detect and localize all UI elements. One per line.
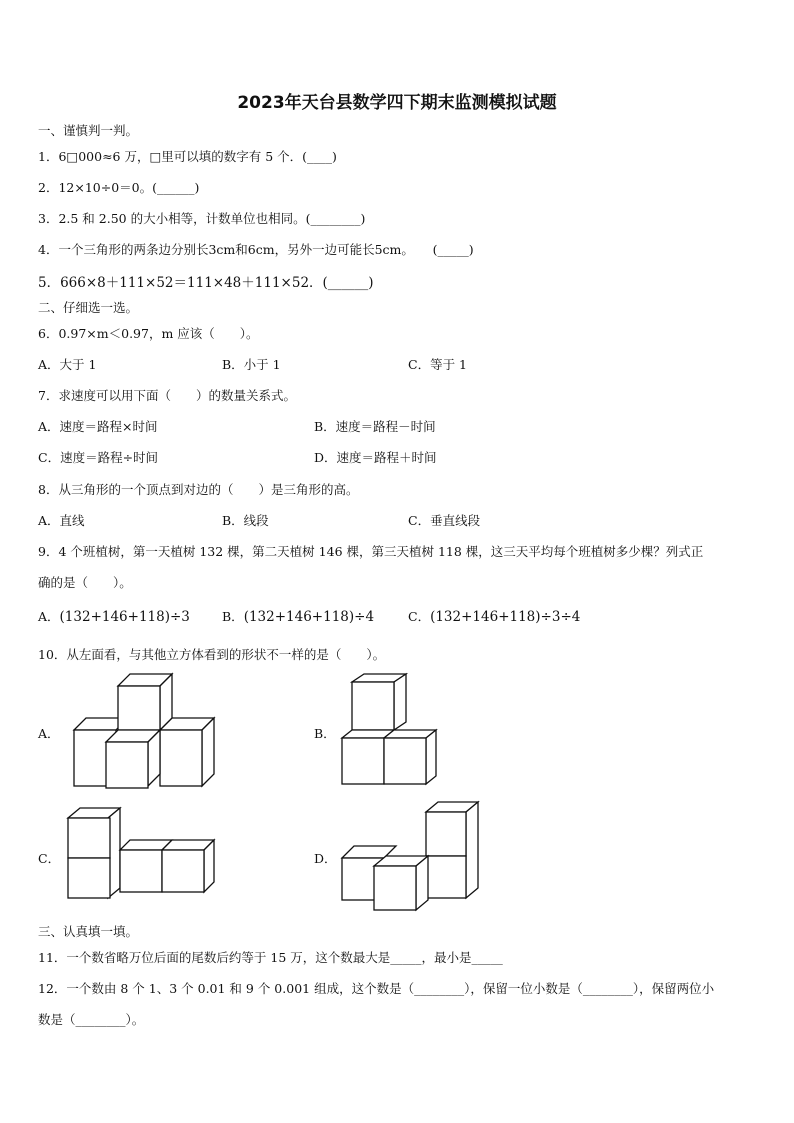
q8-option-a: A．直线 <box>38 513 85 528</box>
question-1: 1．6□000≈6 万，□里可以填的数字有 5 个．(____) <box>38 149 337 164</box>
question-9-line1: 9．4 个班植树，第一天植树 132 棵，第二天植树 146 棵，第三天植树 118 棵，这三天平均每个班植树多少棵？列式正 <box>38 544 704 559</box>
question-8: 8．从三角形的一个顶点到对边的（ ）是三角形的高。 <box>38 482 359 497</box>
q6-option-c: C．等于 1 <box>408 357 467 372</box>
q8-option-c: C．垂直线段 <box>408 513 481 528</box>
q7-option-d: D．速度＝路程＋时间 <box>314 450 437 465</box>
section3-heading: 三、认真填一填。 <box>38 924 139 939</box>
question-2: 2．12×10÷0＝0。(______) <box>38 180 200 195</box>
q6-option-b: B．小于 1 <box>222 357 281 372</box>
q10-option-b-label: B． <box>314 726 336 741</box>
q9-option-b-letter: B． <box>222 609 244 624</box>
q10-figure-a <box>72 672 222 792</box>
question-6: 6．0.97×m＜0.97，m 应该（ ）。 <box>38 326 259 341</box>
q9-option-c <box>408 607 580 625</box>
q10-figure-c <box>66 806 218 906</box>
q7-option-a: A．速度＝路程×时间 <box>38 419 158 434</box>
question-3: 3．2.5 和 2.50 的大小相等，计数单位也相同。(________) <box>38 211 366 226</box>
q8-option-b: B．线段 <box>222 513 269 528</box>
q10-option-a-label: A． <box>38 726 60 741</box>
q10-option-c-label: C． <box>38 851 61 866</box>
question-5: 5．666×8＋111×52＝111×48＋111×52．(______) <box>38 275 374 291</box>
section1-heading: 一、谨慎判一判。 <box>38 123 139 138</box>
question-11: 11．一个数省略万位后面的尾数后约等于 15 万，这个数最大是_____，最小是_____ <box>38 950 503 965</box>
q7-option-c: C．速度＝路程÷时间 <box>38 450 159 465</box>
q6-option-a: A．大于 1 <box>38 357 97 372</box>
page-title: 2023年天台县数学四下期末监测模拟试题 <box>237 93 557 113</box>
q10-figure-d <box>340 800 484 914</box>
section2-heading: 二、仔细选一选。 <box>38 300 139 315</box>
question-4: 4．一个三角形的两条边分别长3cm和6cm，另外一边可能长5cm。 (_____) <box>38 242 474 257</box>
q9-option-c-expr: (132+146+118)÷3÷4 <box>430 609 581 625</box>
q7-option-b: B．速度＝路程－时间 <box>314 419 436 434</box>
q9-option-a <box>38 607 190 625</box>
question-7: 7．求速度可以用下面（ ）的数量关系式。 <box>38 388 296 403</box>
q9-option-b-expr: (132+146+118)÷4 <box>243 609 375 625</box>
q9-option-b <box>222 607 374 625</box>
question-12-line2: 数是（________）。 <box>38 1012 145 1027</box>
question-9-line2: 确的是（ ）。 <box>38 575 132 590</box>
q9-option-a-expr: (132+146+118)÷3 <box>59 609 190 625</box>
q10-option-d-label: D． <box>314 851 337 866</box>
question-12-line1: 12．一个数由 8 个 1、3 个 0.01 和 9 个 0.001 组成，这个数是（________），保留一位小数是（________），保留两位小 <box>38 981 715 996</box>
q10-figure-b <box>340 672 450 792</box>
question-10: 10．从左面看，与其他立方体看到的形状不一样的是（ ）。 <box>38 647 386 662</box>
q9-option-a-letter: A． <box>38 609 60 624</box>
q9-option-c-letter: C． <box>408 609 431 624</box>
